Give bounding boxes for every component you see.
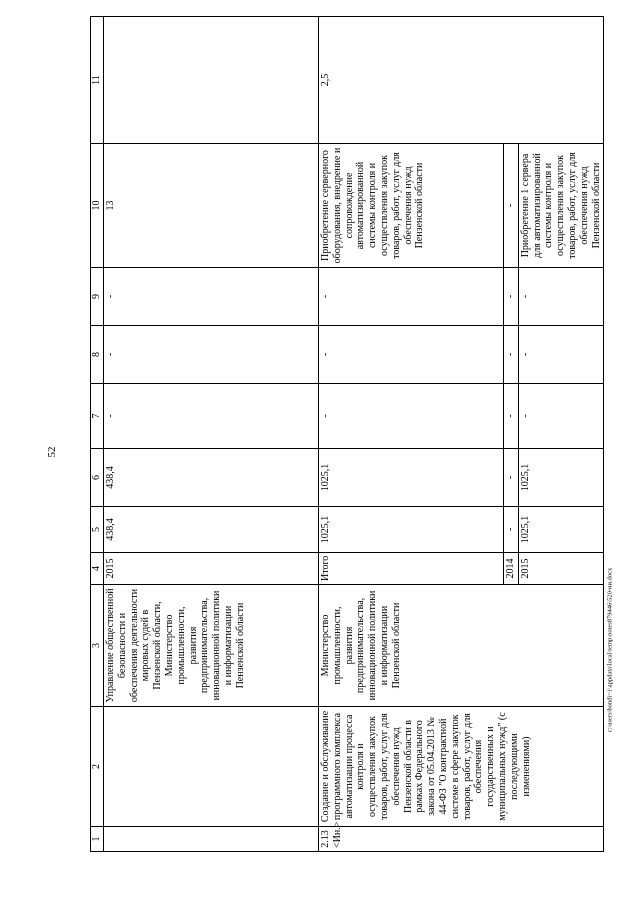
- rotated-table-container: [90, 17, 602, 852]
- table-cell: [104, 707, 319, 827]
- header-cell: 6: [91, 449, 104, 507]
- year-cell: 2015: [518, 553, 604, 585]
- amount-cell: 1025,1: [518, 449, 604, 507]
- year-cell: 2014: [504, 553, 519, 585]
- responsible-cell: Управление общественной безопасности и обеспечения деятельности мировых судей в Пензенской области, Министерство промышленности, развития предпринимательства, инновационной политики и информатизации Пензенской области: [104, 585, 319, 707]
- header-cell: 10: [91, 144, 104, 268]
- activity-description-cell: Создание и обслуживание программного комплекса автоматизации процесса контроля и осуществления закупок товаров, работ, услуг для обеспечения нужд Пензенской области в рамках Федерального закона от 05.04.2013 № 44-ФЗ "О контрактной системе в сфере закупок товаров, работ, услуг для обеспечения государственных и муниципальных нужд" (с последующими изменениями): [319, 707, 604, 827]
- page-number: 52: [46, 446, 58, 458]
- table-cell: -: [104, 268, 319, 326]
- table-cell: -: [319, 384, 504, 449]
- header-cell: 9: [91, 268, 104, 326]
- amount-cell: -: [504, 449, 519, 507]
- table-cell: -: [518, 326, 604, 384]
- table-cell: -: [504, 326, 519, 384]
- year-cell: 2015: [104, 553, 319, 585]
- amount-cell: 1025,1: [319, 449, 504, 507]
- header-cell: 5: [91, 507, 104, 553]
- table-cell: -: [104, 326, 319, 384]
- table-cell: -: [504, 268, 519, 326]
- header-cell: 3: [91, 585, 104, 707]
- table-cell: [104, 17, 319, 144]
- table-header-row: [91, 17, 104, 852]
- table-cell: -: [504, 144, 519, 268]
- table-cell: -: [319, 326, 504, 384]
- responsible-cell: Министерство промышленности, развития предпринимательства, инновационной политики и информатизации Пензенской области: [319, 585, 604, 707]
- header-cell: 2: [91, 707, 104, 827]
- header-cell: 11: [91, 17, 104, 144]
- table-row: [104, 17, 319, 852]
- budget-table: [90, 16, 604, 852]
- amount-cell: 438,4: [104, 449, 319, 507]
- table-cell: [104, 827, 319, 852]
- table-cell: -: [319, 268, 504, 326]
- header-cell: 8: [91, 326, 104, 384]
- amount-cell: 1025,1: [518, 507, 604, 553]
- amount-cell: 1025,1: [319, 507, 504, 553]
- amount-cell: -: [504, 507, 519, 553]
- amount-cell: 438,4: [104, 507, 319, 553]
- footer-file-path: c:\users\bondi~1\appdata\local\temp\notes879446\520-ии.docx: [606, 567, 614, 733]
- table-cell: -: [518, 384, 604, 449]
- item-number-cell: 2.13 <Ин.>: [319, 827, 604, 852]
- header-cell: 1: [91, 827, 104, 852]
- header-cell: 7: [91, 384, 104, 449]
- indicator-cell: 2,5: [319, 17, 604, 144]
- result-description-cell: Приобретение серверного оборудования, внедрение и сопровождение автоматизированной системы контроля и осуществления закупок товаров, работ, услуг для обеспечения нужд Пензенской области: [319, 144, 504, 268]
- table-cell: -: [104, 384, 319, 449]
- header-cell: 4: [91, 553, 104, 585]
- result-description-cell: Приобретение 1 сервера для автоматизированной системы контроля и осуществления закупок товаров, работ, услуг для обеспечения нужд Пензенской области: [518, 144, 604, 268]
- year-cell: Итого: [319, 553, 504, 585]
- table-cell: 13: [104, 144, 319, 268]
- table-cell: -: [504, 384, 519, 449]
- table-row: [319, 17, 504, 852]
- table-cell: -: [518, 268, 604, 326]
